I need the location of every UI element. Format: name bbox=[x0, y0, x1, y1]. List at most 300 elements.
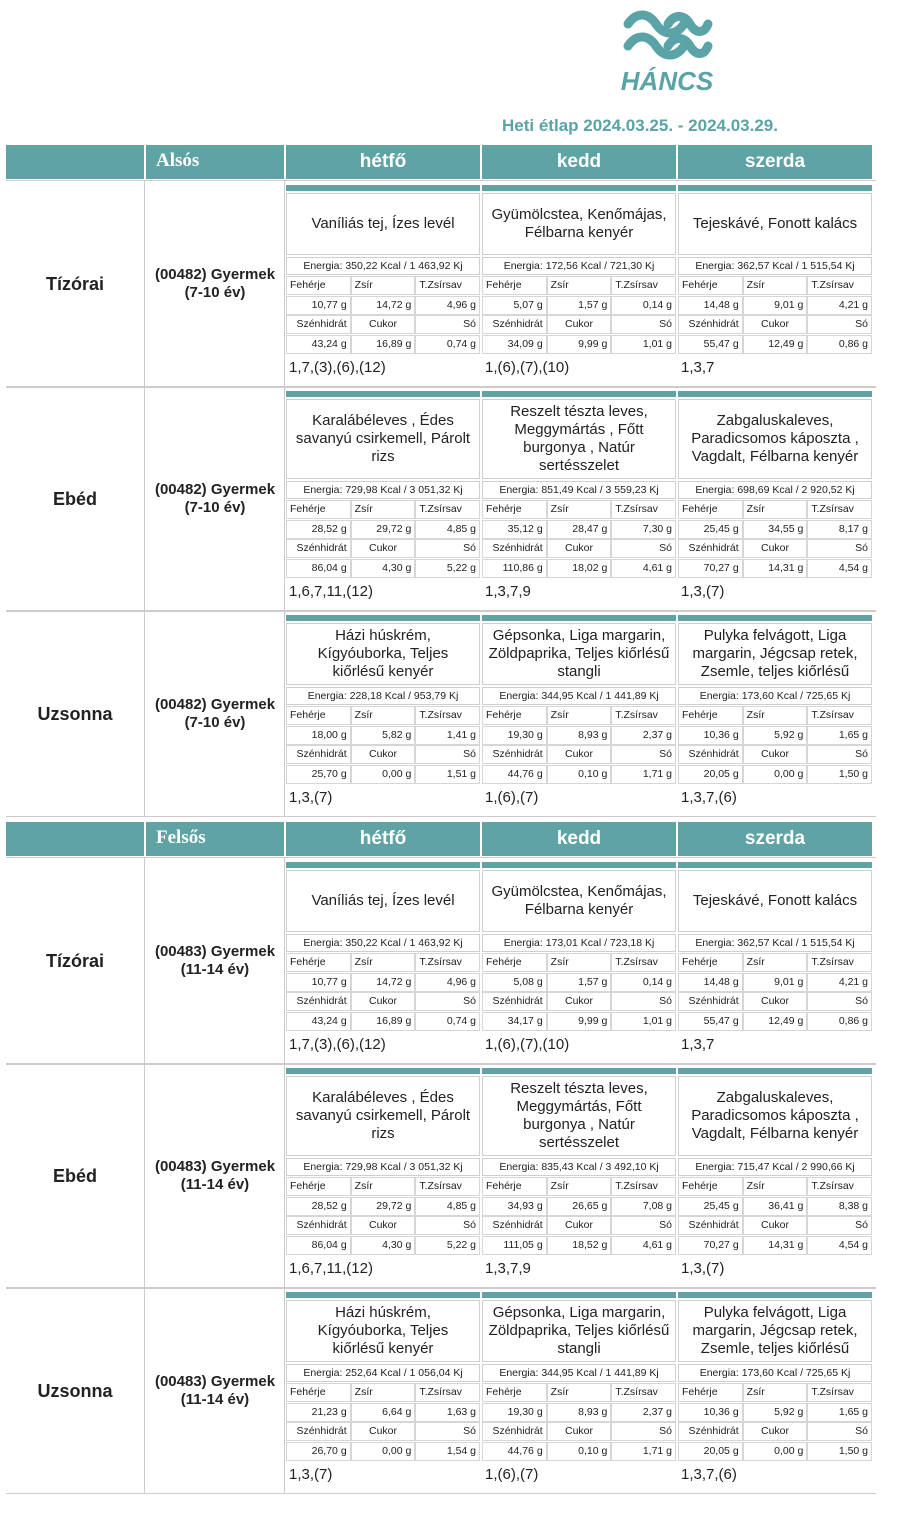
protein-value: 25,45 g bbox=[678, 1197, 743, 1216]
satfat-value: 2,37 g bbox=[611, 726, 676, 745]
meal-name: Ebéd bbox=[52, 489, 97, 509]
protein-value: 10,36 g bbox=[678, 1403, 743, 1422]
dish-name: Karalábéleves , Édes savanyú csirkemell, Párolt rizs bbox=[286, 399, 480, 479]
carb-label: Szénhidrát bbox=[678, 1422, 743, 1441]
salt-label: Só bbox=[807, 992, 872, 1011]
sugar-value: 12,49 g bbox=[743, 335, 808, 354]
salt-label: Só bbox=[807, 1216, 872, 1235]
nutrient-value-row bbox=[286, 296, 480, 315]
nutrient-label-row bbox=[678, 500, 872, 519]
protein-label: Fehérje bbox=[482, 953, 547, 972]
carb-label: Szénhidrát bbox=[678, 745, 743, 764]
nutrient-value-row bbox=[286, 520, 480, 539]
sugar-value: 14,31 g bbox=[743, 1236, 808, 1255]
sugar-label: Cukor bbox=[547, 1216, 612, 1235]
meal-row bbox=[6, 610, 876, 817]
dish-name: Vaníliás tej, Ízes levél bbox=[286, 193, 480, 255]
cell-accent-bar bbox=[482, 862, 676, 868]
day-menu-cell bbox=[678, 615, 872, 812]
age-group-line: (11-14 év) bbox=[180, 1176, 250, 1193]
protein-label: Fehérje bbox=[286, 276, 351, 295]
nutrient-label-row bbox=[482, 1177, 676, 1196]
protein-label: Fehérje bbox=[286, 1383, 351, 1402]
satfat-label: T.Zsírsav bbox=[807, 706, 872, 725]
carb-value: 26,70 g bbox=[286, 1442, 351, 1461]
nutrient-label-row bbox=[482, 539, 676, 558]
cell-accent-bar bbox=[286, 391, 480, 397]
salt-value: 4,54 g bbox=[807, 1236, 872, 1255]
salt-value: 1,54 g bbox=[415, 1442, 480, 1461]
dish-name: Pulyka felvágott, Liga margarin, Jégcsap retek, Zsemle, teljes kiőrlésű bbox=[678, 1300, 872, 1362]
nutrient-value-row bbox=[678, 559, 872, 578]
energy-value: Energia: 362,57 Kcal / 1 515,54 Kj bbox=[678, 257, 872, 275]
fat-label: Zsír bbox=[743, 1383, 808, 1402]
protein-label: Fehérje bbox=[482, 276, 547, 295]
satfat-label: T.Zsírsav bbox=[807, 276, 872, 295]
fat-value: 9,01 g bbox=[743, 973, 808, 992]
satfat-label: T.Zsírsav bbox=[611, 276, 676, 295]
dish-name: Karalábéleves , Édes savanyú csirkemell, Párolt rizs bbox=[286, 1076, 480, 1156]
dish-name: Gyümölcstea, Kenőmájas, Félbarna kenyér bbox=[482, 193, 676, 255]
salt-value: 5,22 g bbox=[415, 1236, 480, 1255]
nutrient-label-row bbox=[678, 539, 872, 558]
nutrient-label-row bbox=[482, 1383, 676, 1402]
salt-value: 1,71 g bbox=[611, 765, 676, 784]
salt-label: Só bbox=[611, 315, 676, 334]
nutrient-label-row bbox=[482, 1422, 676, 1441]
day-menu-cell bbox=[482, 185, 676, 383]
salt-value: 1,50 g bbox=[807, 765, 872, 784]
nutrient-value-row bbox=[482, 520, 676, 539]
satfat-value: 4,96 g bbox=[415, 973, 480, 992]
day-menu-cell bbox=[482, 1292, 676, 1489]
nutrient-value-row bbox=[678, 1403, 872, 1422]
day-menu-cell bbox=[286, 1292, 480, 1489]
energy-value: Energia: 350,22 Kcal / 1 463,92 Kj bbox=[286, 934, 480, 952]
day-menu-cell bbox=[678, 185, 872, 383]
meal-name: Tízórai bbox=[45, 274, 104, 294]
allergen-codes: 1,7,(3),(6),(12) bbox=[289, 359, 386, 376]
fat-value: 8,93 g bbox=[547, 1403, 612, 1422]
protein-label: Fehérje bbox=[286, 1177, 351, 1196]
cell-divider bbox=[284, 1064, 285, 1288]
day-menu-cell bbox=[286, 185, 480, 383]
sugar-label: Cukor bbox=[351, 1422, 416, 1441]
nutrient-value-row bbox=[678, 1197, 872, 1216]
meal-row bbox=[6, 857, 876, 1065]
salt-label: Só bbox=[415, 315, 480, 334]
nutrient-value-row bbox=[482, 559, 676, 578]
nutrient-value-row bbox=[678, 335, 872, 354]
satfat-value: 1,65 g bbox=[807, 726, 872, 745]
sugar-value: 14,31 g bbox=[743, 559, 808, 578]
day-menu-cell bbox=[286, 862, 480, 1060]
header-blank bbox=[6, 145, 144, 179]
salt-label: Só bbox=[415, 992, 480, 1011]
satfat-label: T.Zsírsav bbox=[415, 1177, 480, 1196]
allergen-codes: 1,6,7,11,(12) bbox=[289, 1260, 373, 1277]
cell-accent-bar bbox=[678, 391, 872, 397]
nutrient-value-row bbox=[678, 1236, 872, 1255]
sugar-label: Cukor bbox=[351, 315, 416, 334]
dish-name: Reszelt tészta leves, Meggymártás, Főtt burgonya , Natúr sertésszelet bbox=[482, 1076, 676, 1156]
nutrient-value-row bbox=[286, 765, 480, 784]
satfat-label: T.Zsírsav bbox=[807, 1177, 872, 1196]
sugar-label: Cukor bbox=[351, 992, 416, 1011]
carb-label: Szénhidrát bbox=[482, 992, 547, 1011]
allergen-codes: 1,3,7,(6) bbox=[681, 789, 737, 806]
nutrient-value-row bbox=[678, 973, 872, 992]
menu-section-felso bbox=[6, 822, 876, 1492]
energy-value: Energia: 252,64 Kcal / 1 056,04 Kj bbox=[286, 1364, 480, 1382]
carb-value: 34,09 g bbox=[482, 335, 547, 354]
satfat-value: 4,21 g bbox=[807, 296, 872, 315]
nutrient-value-row bbox=[482, 1403, 676, 1422]
fat-value: 5,92 g bbox=[743, 726, 808, 745]
satfat-label: T.Zsírsav bbox=[611, 706, 676, 725]
salt-label: Só bbox=[611, 1422, 676, 1441]
carb-value: 111,05 g bbox=[482, 1236, 547, 1255]
sugar-value: 12,49 g bbox=[743, 1012, 808, 1031]
allergen-codes: 1,6,7,11,(12) bbox=[289, 583, 373, 600]
carb-label: Szénhidrát bbox=[482, 1422, 547, 1441]
allergen-codes: 1,3,7 bbox=[681, 1036, 715, 1053]
sugar-value: 16,89 g bbox=[351, 1012, 416, 1031]
meal-name: Uzsonna bbox=[37, 703, 113, 724]
day-menu-cell bbox=[678, 1068, 872, 1284]
protein-label: Fehérje bbox=[678, 1383, 743, 1402]
salt-value: 0,74 g bbox=[415, 335, 480, 354]
energy-value: Energia: 173,60 Kcal / 725,65 Kj bbox=[678, 687, 872, 705]
carb-label: Szénhidrát bbox=[678, 1216, 743, 1235]
age-group-label bbox=[146, 696, 284, 732]
satfat-label: T.Zsírsav bbox=[415, 706, 480, 725]
nutrient-value-row bbox=[286, 1403, 480, 1422]
fat-value: 5,92 g bbox=[743, 1403, 808, 1422]
satfat-label: T.Zsírsav bbox=[415, 1383, 480, 1402]
sugar-value: 9,99 g bbox=[547, 1012, 612, 1031]
salt-value: 4,61 g bbox=[611, 1236, 676, 1255]
sugar-label: Cukor bbox=[351, 539, 416, 558]
nutrient-value-row bbox=[482, 335, 676, 354]
salt-label: Só bbox=[415, 1422, 480, 1441]
carb-label: Szénhidrát bbox=[678, 539, 743, 558]
day-menu-cell bbox=[482, 862, 676, 1060]
sugar-value: 0,00 g bbox=[743, 765, 808, 784]
sugar-label: Cukor bbox=[351, 745, 416, 764]
nutrient-label-row bbox=[678, 992, 872, 1011]
energy-value: Energia: 172,56 Kcal / 721,30 Kj bbox=[482, 257, 676, 275]
allergen-codes: 1,(6),(7),(10) bbox=[485, 1036, 570, 1053]
carb-label: Szénhidrát bbox=[286, 745, 351, 764]
allergen-codes: 1,3,7,(6) bbox=[681, 1466, 737, 1483]
satfat-label: T.Zsírsav bbox=[611, 1383, 676, 1402]
carb-value: 44,76 g bbox=[482, 1442, 547, 1461]
salt-value: 0,74 g bbox=[415, 1012, 480, 1031]
cell-divider bbox=[144, 1288, 145, 1493]
nutrient-value-row bbox=[286, 1197, 480, 1216]
energy-value: Energia: 350,22 Kcal / 1 463,92 Kj bbox=[286, 257, 480, 275]
group-header: Alsós bbox=[146, 145, 284, 179]
allergen-codes: 1,(6),(7) bbox=[485, 789, 539, 806]
energy-value: Energia: 173,60 Kcal / 725,65 Kj bbox=[678, 1364, 872, 1382]
protein-value: 14,48 g bbox=[678, 973, 743, 992]
carb-value: 86,04 g bbox=[286, 1236, 351, 1255]
salt-label: Só bbox=[611, 745, 676, 764]
nutrient-label-row bbox=[286, 276, 480, 295]
fat-label: Zsír bbox=[547, 706, 612, 725]
dish-name: Házi húskrém, Kígyóuborka, Teljes kiőrlésű kenyér bbox=[286, 1300, 480, 1362]
protein-value: 10,77 g bbox=[286, 296, 351, 315]
nutrient-label-row bbox=[482, 992, 676, 1011]
carb-label: Szénhidrát bbox=[286, 992, 351, 1011]
carb-value: 86,04 g bbox=[286, 559, 351, 578]
cell-divider bbox=[284, 181, 285, 387]
sugar-value: 4,30 g bbox=[351, 559, 416, 578]
meal-row bbox=[6, 180, 876, 388]
nutrient-label-row bbox=[286, 1216, 480, 1235]
day-menu-cell bbox=[286, 1068, 480, 1284]
carb-label: Szénhidrát bbox=[678, 315, 743, 334]
age-group-line: (11-14 év) bbox=[180, 1390, 250, 1408]
fat-value: 34,55 g bbox=[743, 520, 808, 539]
salt-value: 4,61 g bbox=[611, 559, 676, 578]
fat-value: 26,65 g bbox=[547, 1197, 612, 1216]
cell-accent-bar bbox=[678, 615, 872, 621]
dish-name: Reszelt tészta leves, Meggymártás , Főtt burgonya , Natúr sertésszelet bbox=[482, 399, 676, 479]
sugar-value: 0,10 g bbox=[547, 1442, 612, 1461]
nutrient-label-row bbox=[678, 745, 872, 764]
cell-divider bbox=[284, 858, 285, 1064]
nutrient-value-row bbox=[482, 765, 676, 784]
satfat-value: 0,14 g bbox=[611, 973, 676, 992]
cell-accent-bar bbox=[482, 1292, 676, 1298]
day-menu-cell bbox=[678, 862, 872, 1060]
age-group-line: (7-10 év) bbox=[184, 284, 246, 301]
cell-accent-bar bbox=[286, 1068, 480, 1074]
cell-divider bbox=[284, 1288, 285, 1493]
salt-value: 4,54 g bbox=[807, 559, 872, 578]
sugar-label: Cukor bbox=[743, 1216, 808, 1235]
sugar-value: 4,30 g bbox=[351, 1236, 416, 1255]
fat-label: Zsír bbox=[351, 953, 416, 972]
energy-value: Energia: 228,18 Kcal / 953,79 Kj bbox=[286, 687, 480, 705]
carb-label: Szénhidrát bbox=[286, 1216, 351, 1235]
fat-value: 29,72 g bbox=[351, 520, 416, 539]
age-group-line: (00482) Gyermek bbox=[154, 266, 276, 283]
energy-value: Energia: 173,01 Kcal / 723,18 Kj bbox=[482, 934, 676, 952]
allergen-codes: 1,3,(7) bbox=[681, 583, 725, 600]
nutrient-label-row bbox=[286, 1177, 480, 1196]
satfat-label: T.Zsírsav bbox=[611, 1177, 676, 1196]
sugar-value: 16,89 g bbox=[351, 335, 416, 354]
cell-divider bbox=[144, 858, 145, 1064]
age-group-line: (00483) Gyermek bbox=[154, 943, 276, 960]
sugar-label: Cukor bbox=[743, 745, 808, 764]
fat-label: Zsír bbox=[351, 1177, 416, 1196]
header-blank bbox=[6, 822, 144, 856]
age-group-line: (00483) Gyermek bbox=[154, 1372, 276, 1390]
protein-value: 10,77 g bbox=[286, 973, 351, 992]
salt-label: Só bbox=[807, 745, 872, 764]
nutrient-label-row bbox=[678, 315, 872, 334]
nutrient-value-row bbox=[482, 726, 676, 745]
carb-value: 34,17 g bbox=[482, 1012, 547, 1031]
fat-label: Zsír bbox=[351, 276, 416, 295]
fat-value: 1,57 g bbox=[547, 296, 612, 315]
satfat-value: 2,37 g bbox=[611, 1403, 676, 1422]
fat-label: Zsír bbox=[743, 500, 808, 519]
protein-label: Fehérje bbox=[482, 1177, 547, 1196]
nutrient-value-row bbox=[482, 973, 676, 992]
nutrient-value-row bbox=[286, 726, 480, 745]
nutrient-value-row bbox=[678, 1442, 872, 1461]
carb-label: Szénhidrát bbox=[286, 539, 351, 558]
fat-value: 14,72 g bbox=[351, 973, 416, 992]
nutrient-value-row bbox=[678, 296, 872, 315]
meal-row bbox=[6, 1063, 876, 1289]
protein-label: Fehérje bbox=[482, 1383, 547, 1402]
meal-name: Tízórai bbox=[45, 951, 104, 971]
allergen-codes: 1,3,7,9 bbox=[485, 583, 531, 600]
carb-value: 44,76 g bbox=[482, 765, 547, 784]
day-header: szerda bbox=[678, 145, 872, 179]
day-menu-cell bbox=[482, 1068, 676, 1284]
satfat-label: T.Zsírsav bbox=[611, 500, 676, 519]
protein-value: 28,52 g bbox=[286, 1197, 351, 1216]
cell-accent-bar bbox=[678, 1292, 872, 1298]
energy-value: Energia: 715,47 Kcal / 2 990,66 Kj bbox=[678, 1158, 872, 1176]
salt-label: Só bbox=[807, 315, 872, 334]
satfat-label: T.Zsírsav bbox=[415, 500, 480, 519]
salt-label: Só bbox=[415, 1216, 480, 1235]
nutrient-value-row bbox=[678, 1012, 872, 1031]
day-header: hétfő bbox=[286, 145, 480, 179]
carb-value: 20,05 g bbox=[678, 765, 743, 784]
carb-value: 20,05 g bbox=[678, 1442, 743, 1461]
nutrient-value-row bbox=[678, 765, 872, 784]
protein-value: 34,93 g bbox=[482, 1197, 547, 1216]
salt-label: Só bbox=[611, 1216, 676, 1235]
carb-value: 55,47 g bbox=[678, 1012, 743, 1031]
day-menu-cell bbox=[482, 615, 676, 812]
nutrient-label-row bbox=[678, 276, 872, 295]
meal-name: Uzsonna bbox=[37, 1380, 113, 1401]
carb-label: Szénhidrát bbox=[482, 315, 547, 334]
sugar-label: Cukor bbox=[743, 539, 808, 558]
carb-value: 55,47 g bbox=[678, 335, 743, 354]
cell-accent-bar bbox=[286, 185, 480, 191]
sugar-value: 0,00 g bbox=[743, 1442, 808, 1461]
sugar-label: Cukor bbox=[743, 315, 808, 334]
allergen-codes: 1,3,7,9 bbox=[485, 1260, 531, 1277]
carb-value: 43,24 g bbox=[286, 335, 351, 354]
protein-value: 5,07 g bbox=[482, 296, 547, 315]
nutrient-label-row bbox=[482, 276, 676, 295]
salt-value: 1,71 g bbox=[611, 1442, 676, 1461]
cell-divider bbox=[144, 611, 145, 816]
energy-value: Energia: 698,69 Kcal / 2 920,52 Kj bbox=[678, 481, 872, 499]
protein-value: 5,08 g bbox=[482, 973, 547, 992]
nutrient-value-row bbox=[286, 1442, 480, 1461]
age-group-label bbox=[146, 266, 284, 302]
logo-text: HÁNCS bbox=[620, 66, 714, 96]
fat-label: Zsír bbox=[547, 1383, 612, 1402]
nutrient-label-row bbox=[678, 1422, 872, 1441]
satfat-value: 4,96 g bbox=[415, 296, 480, 315]
fat-value: 5,82 g bbox=[351, 726, 416, 745]
nutrient-label-row bbox=[678, 1383, 872, 1402]
allergen-codes: 1,3,7 bbox=[681, 359, 715, 376]
day-menu-cell bbox=[286, 391, 480, 607]
dish-name: Zabgaluskaleves, Paradicsomos káposzta , Vagdalt, Félbarna kenyér bbox=[678, 1076, 872, 1156]
carb-label: Szénhidrát bbox=[482, 1216, 547, 1235]
protein-value: 18,00 g bbox=[286, 726, 351, 745]
fat-value: 6,64 g bbox=[351, 1403, 416, 1422]
fat-label: Zsír bbox=[351, 1383, 416, 1402]
salt-value: 5,22 g bbox=[415, 559, 480, 578]
carb-label: Szénhidrát bbox=[482, 539, 547, 558]
salt-value: 1,01 g bbox=[611, 1012, 676, 1031]
sugar-label: Cukor bbox=[547, 745, 612, 764]
nutrient-label-row bbox=[286, 1383, 480, 1402]
protein-label: Fehérje bbox=[678, 500, 743, 519]
carb-label: Szénhidrát bbox=[678, 992, 743, 1011]
carb-value: 70,27 g bbox=[678, 559, 743, 578]
meal-name: Ebéd bbox=[52, 1166, 97, 1186]
hancs-logo bbox=[618, 8, 716, 98]
cell-accent-bar bbox=[482, 1068, 676, 1074]
day-header: szerda bbox=[678, 822, 872, 856]
nutrient-value-row bbox=[286, 1012, 480, 1031]
protein-label: Fehérje bbox=[286, 953, 351, 972]
age-group-label bbox=[146, 943, 284, 979]
sugar-label: Cukor bbox=[547, 315, 612, 334]
satfat-value: 8,38 g bbox=[807, 1197, 872, 1216]
dish-name: Gépsonka, Liga margarin, Zöldpaprika, Teljes kiőrlésű stangli bbox=[482, 1300, 676, 1362]
fat-label: Zsír bbox=[547, 500, 612, 519]
carb-label: Szénhidrát bbox=[286, 315, 351, 334]
nutrient-label-row bbox=[678, 953, 872, 972]
protein-label: Fehérje bbox=[678, 1177, 743, 1196]
fat-label: Zsír bbox=[547, 276, 612, 295]
protein-value: 14,48 g bbox=[678, 296, 743, 315]
satfat-value: 4,85 g bbox=[415, 520, 480, 539]
fat-label: Zsír bbox=[351, 500, 416, 519]
satfat-label: T.Zsírsav bbox=[807, 953, 872, 972]
fat-value: 36,41 g bbox=[743, 1197, 808, 1216]
satfat-value: 1,63 g bbox=[415, 1403, 480, 1422]
satfat-value: 7,08 g bbox=[611, 1197, 676, 1216]
dish-name: Vaníliás tej, Ízes levél bbox=[286, 870, 480, 932]
nutrient-label-row bbox=[678, 1216, 872, 1235]
protein-label: Fehérje bbox=[286, 706, 351, 725]
salt-value: 1,50 g bbox=[807, 1442, 872, 1461]
cell-divider bbox=[144, 181, 145, 387]
satfat-value: 1,65 g bbox=[807, 1403, 872, 1422]
satfat-label: T.Zsírsav bbox=[807, 500, 872, 519]
age-group-line: (11-14 év) bbox=[180, 961, 250, 978]
age-group-line: (7-10 év) bbox=[184, 713, 246, 731]
fat-label: Zsír bbox=[743, 706, 808, 725]
sugar-value: 9,99 g bbox=[547, 335, 612, 354]
day-header: kedd bbox=[482, 822, 676, 856]
fat-value: 1,57 g bbox=[547, 973, 612, 992]
nutrient-value-row bbox=[482, 1236, 676, 1255]
nutrient-label-row bbox=[482, 500, 676, 519]
protein-label: Fehérje bbox=[286, 500, 351, 519]
day-menu-cell bbox=[678, 391, 872, 607]
